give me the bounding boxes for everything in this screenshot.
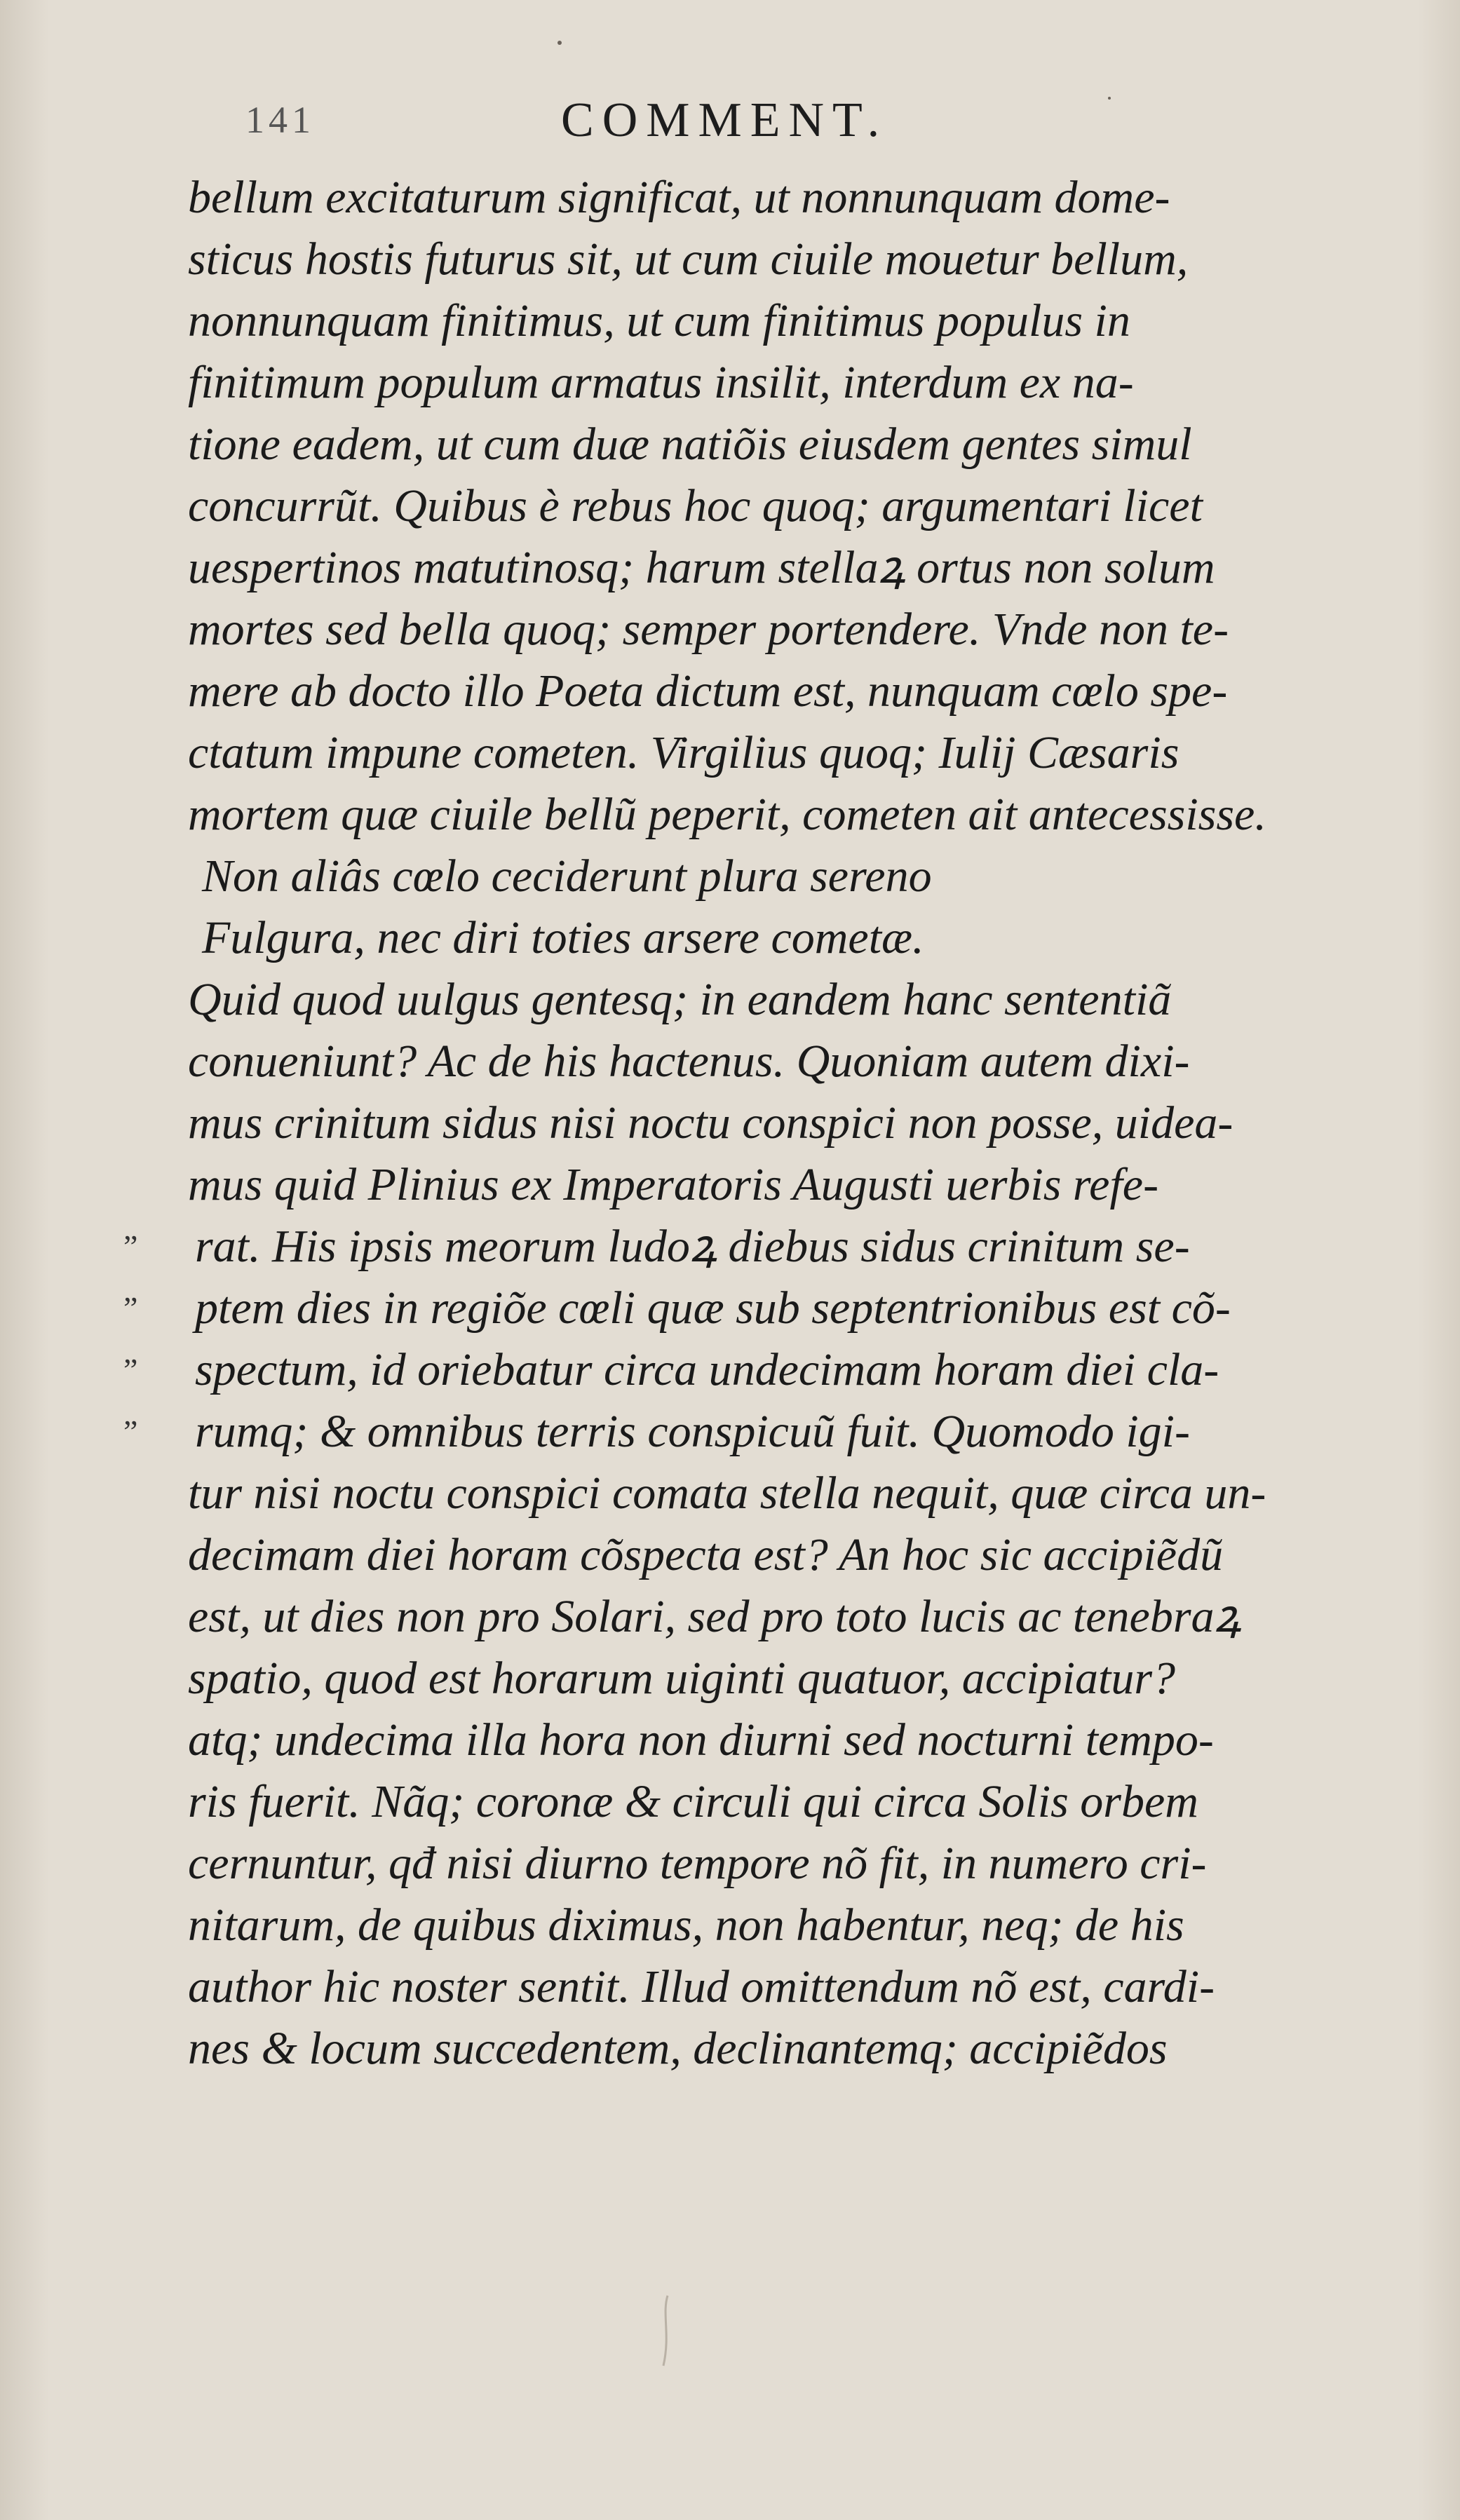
text-line: mortem quæ ciuile bellũ peperit, cometen ait antecessisse. [188,789,1266,840]
quoted-line-text: ptem dies in regiõe cœli quæ sub septentrionibus est cõ- [195,1282,1231,1334]
text-line: sticus hostis futurus sit, ut cum ciuile mouetur bellum, [188,233,1189,285]
text-line: concurrũt. Quibus è rebus hoc quoq; argumentari licet [188,480,1203,531]
folio-number: 141 [245,99,315,141]
text-line: atq; undecima illa hora non diurni sed nocturni tempo- [188,1714,1214,1766]
text-line: mortes sed bella quoq; semper portendere. Vnde non te- [188,604,1229,655]
text-line: author hic noster sentit. Illud omittendum nõ est, cardi- [188,1961,1215,2012]
text-line: finitimum populum armatus insilit, interdum ex na- [188,357,1134,408]
body-text [123,167,1327,2080]
text-line: mus quid Plinius ex Imperatoris Augusti uerbis refe- [188,1159,1159,1210]
text-line: Quid quod uulgus gentesq; in eandem hanc sententiã [188,974,1172,1025]
text-line: uespertinos matutinosq; harum stellaꝝ ortus non solum [188,542,1215,593]
text-line: ris fuerit. Nãq; coronæ & circuli qui circa Solis orbem [188,1776,1198,1827]
text-line: conueniunt? Ac de his hactenus. Quoniam autem dixi- [188,1036,1190,1087]
verse-line: Non aliâs cœlo ceciderunt plura sereno [202,851,932,902]
quoted-line-text: rumq; & omnibus terris conspicuũ fuit. Quomodo igi- [195,1406,1190,1457]
quoted-line-text: spectum, id oriebatur circa undecimam horam diei cla- [195,1344,1219,1395]
text-line: nonnunquam finitimus, ut cum finitimus populus in [188,295,1130,346]
text-line: bellum excitaturum significat, ut nonnunquam dome- [188,172,1170,223]
text-line: cernuntur, qđ nisi diurno tempore nõ fit, in numero cri- [188,1838,1207,1889]
paper-mark [652,2293,680,2370]
ink-speck [557,41,562,45]
text-line: mere ab docto illo Poeta dictum est, nunquam cœlo spe- [188,665,1228,717]
quoted-line [123,1216,1327,1278]
verse-line: Fulgura, nec diri toties arsere cometæ. [202,912,924,963]
text-line: spatio, quod est horarum uiginti quatuor, accipiatur? [188,1653,1176,1704]
text-line: decimam diei horam cõspecta est? An hoc sic accipiẽdũ [188,1529,1224,1580]
text-line: nes & locum succedentem, declinantemq; accipiẽdos [188,2023,1168,2074]
page-edge-shadow-right [1418,0,1460,2520]
text-line: est, ut dies non pro Solari, sed pro toto lucis ac tenebraꝝ [188,1591,1241,1642]
text-line: tur nisi noctu conspici comata stella nequit, quæ circa un- [188,1468,1266,1519]
running-head: COMMENT. [561,93,888,147]
quoted-line [123,1278,1327,1339]
text-line: ctatum impune cometen. Virgilius quoq; Iulij Cæsaris [188,727,1180,778]
quotation-mark: ” [123,1228,138,1264]
quotation-mark: ” [123,1290,138,1326]
text-line: tione eadem, ut cum duæ natiõis eiusdem gentes simul [188,419,1192,470]
quoted-line [123,1339,1327,1401]
quotation-mark: ” [123,1414,138,1449]
text-line: mus crinitum sidus nisi noctu conspici non posse, uidea- [188,1097,1233,1149]
quoted-line-text: rat. His ipsis meorum ludoꝝ diebus sidus crinitum se- [195,1221,1190,1272]
page-header [245,93,1339,156]
text-line: nitarum, de quibus diximus, non habentur, neq; de his [188,1899,1184,1951]
page-edge-shadow-left [0,0,49,2520]
quotation-mark: ” [123,1352,138,1388]
quoted-line [123,1401,1327,1463]
